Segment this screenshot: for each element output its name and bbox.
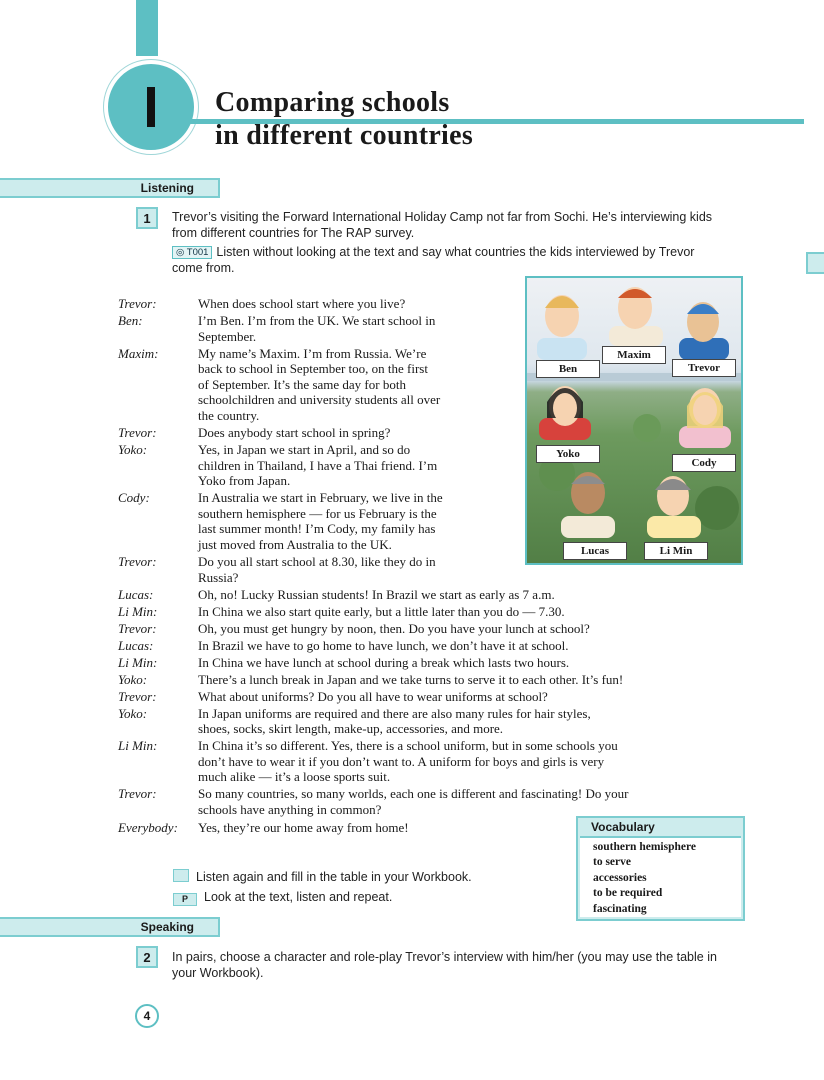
kid-trevor <box>679 302 729 360</box>
exercise-number-1: 1 <box>136 207 158 229</box>
dialogue-speaker: Trevor: <box>118 425 157 440</box>
dialogue-line: the country. <box>198 408 260 423</box>
dialogue-line: of September. It’s the same day for both <box>198 376 406 392</box>
characters-illustration <box>525 276 743 565</box>
kid-maxim <box>609 287 663 346</box>
vocabulary-list <box>580 836 741 917</box>
dialogue-line: Do you all start school at 8.30, like they do in <box>198 554 436 569</box>
dialogue-line: When does school start where you live? <box>198 296 406 311</box>
dialogue-speaker: Lucas: <box>118 586 154 602</box>
label-yoko: Yoko <box>536 445 600 463</box>
dialogue-speaker: Lucas: <box>118 637 154 653</box>
dialogue-speaker: Li Min: <box>118 654 158 670</box>
dialogue-speaker: Trevor: <box>118 786 157 802</box>
followup-repeat: P Look at the text, listen and repeat. <box>173 890 392 906</box>
dialogue-speaker: Li Min: <box>118 603 158 619</box>
dialogue-speaker: Trevor: <box>118 620 157 636</box>
edge-tab <box>806 252 824 274</box>
page-number: 4 <box>135 1004 159 1028</box>
dialogue-line: September. <box>198 328 257 344</box>
unit-numeral-glyph <box>147 87 155 127</box>
dialogue-line: children in Thailand, I have a Thai friend. I’m <box>198 457 438 473</box>
dialogue-line: last summer month! I’m Cody, my family has <box>198 521 436 537</box>
title-line-1: Comparing schools <box>215 87 450 118</box>
dialogue-line: schools have anything in common? <box>198 802 382 817</box>
section-tab-speaking <box>0 917 220 937</box>
vocabulary-title: Vocabulary <box>591 820 655 834</box>
unit-badge <box>104 60 198 154</box>
dialogue-line: shoes, socks, skirt length, make-up, accessories, and more. <box>198 721 504 737</box>
dialogue-line: Yes, in Japan we start in April, and so do <box>198 442 411 457</box>
label-trevor: Trevor <box>672 359 736 377</box>
dialogue-speaker: Yoko: <box>118 705 148 721</box>
dialogue-speaker: Trevor: <box>118 296 157 311</box>
dialogue-speaker: Trevor: <box>118 554 157 569</box>
dialogue-line: schoolchildren and university students all over <box>198 392 441 408</box>
label-lucas: Lucas <box>563 542 627 560</box>
dialogue-line: My name’s Maxim. I’m from Russia. We’re <box>198 345 427 361</box>
dialogue-line: In China we also start quite early, but a little later than you do — 7.30. <box>198 603 565 619</box>
section-tab-listening <box>0 178 220 198</box>
page-title <box>215 86 473 152</box>
vocabulary-item: to serve <box>593 856 631 869</box>
dialogue-speaker: Cody: <box>118 490 150 506</box>
exercise-1-intro: Trevor’s visiting the Forward International Holiday Camp not far from Sochi. He’s interviewing kids from different countries for The RAP survey. <box>172 210 713 240</box>
audio-track-badge[interactable]: ◎ T001 <box>172 246 212 259</box>
dialogue-speaker: Ben: <box>118 313 143 328</box>
exercise-1-task: ◎ T001 Listen without looking at the text and say what countries the kids interviewed by Trevor come from. <box>172 245 695 275</box>
workbook-icon <box>173 869 189 882</box>
dialogue-line: Russia? <box>198 569 239 585</box>
kid-li-min <box>647 476 701 538</box>
kid-ben <box>537 295 587 360</box>
exercise-number-2: 2 <box>136 946 158 968</box>
dialogue-line: I’m Ben. I’m from the UK. We start school in <box>198 313 436 328</box>
dialogue-speaker: Yoko: <box>118 442 148 457</box>
dialogue-line: much alike — it’s a loose sports suit. <box>198 769 391 785</box>
kid-cody <box>679 388 731 448</box>
dialogue-line: In China it’s so different. Yes, there is a school uniform, but in some schools you <box>198 738 618 754</box>
dialogue-line: southern hemisphere — for us February is the <box>198 505 437 521</box>
dialogue-line: There’s a lunch break in Japan and we take turns to serve it to each other. It’s fun! <box>198 671 624 687</box>
title-line-2: in different countries <box>215 120 474 151</box>
label-cody: Cody <box>672 454 736 472</box>
vocabulary-item: fascinating <box>593 902 647 915</box>
dialogue-line: So many countries, so many worlds, each one is different and fascinating! Do your <box>198 786 629 802</box>
dialogue-line: just moved from Australia to the UK. <box>198 537 392 552</box>
dialogue-line: Oh, no! Lucky Russian students! In Brazil we start as early as 7 a.m. <box>198 586 555 602</box>
vocabulary-item: accessories <box>593 871 647 884</box>
followup-workbook: Listen again and fill in the table in your Workbook. <box>173 869 472 886</box>
exercise-2-text: In pairs, choose a character and role-play Trevor’s interview with him/her (you may use the table in your Workbook). <box>172 950 717 980</box>
dialogue-line: Yes, they’re our home away from home! <box>198 820 409 835</box>
pronunciation-icon: P <box>173 893 197 906</box>
dialogue-line: In Brazil we have to go home to have lunch, we don’t have it at school. <box>198 637 569 653</box>
dialogue-speaker: Li Min: <box>118 738 158 754</box>
vocabulary-box <box>576 816 745 921</box>
dialogue-speaker: Everybody: <box>118 820 178 835</box>
vocabulary-item: to be required <box>593 887 663 900</box>
dialogue-line: don’t have to wear it if you don’t want to. A uniform for boys and girls is very <box>198 753 605 769</box>
dialogue-speaker: Trevor: <box>118 688 157 704</box>
dialogue-line: Oh, you must get hungry by noon, then. Do you have your lunch at school? <box>198 620 590 636</box>
dialogue-line: In Australia we start in February, we live in the <box>198 490 443 506</box>
dialogue-line: In China we have lunch at school during a break which lasts two hours. <box>198 654 570 670</box>
top-accent-bar <box>136 0 158 56</box>
label-ben: Ben <box>536 360 600 378</box>
label-li-min: Li Min <box>644 542 708 560</box>
section-label: Listening <box>140 181 194 195</box>
dialogue-line: Yoko from Japan. <box>198 473 291 489</box>
dialogue-line: What about uniforms? Do you all have to wear uniforms at school? <box>198 688 548 704</box>
scene-drawing <box>527 278 741 563</box>
dialogue-line: back to school in September too, on the first <box>198 361 428 377</box>
label-maxim: Maxim <box>602 346 666 364</box>
dialogue-line: Does anybody start school in spring? <box>198 425 391 440</box>
section-label: Speaking <box>140 920 194 934</box>
kid-yoko <box>539 386 591 440</box>
dialogue-speaker: Maxim: <box>118 345 159 361</box>
dialogue-speaker: Yoko: <box>118 671 148 687</box>
vocabulary-item: southern hemisphere <box>593 841 696 853</box>
dialogue-line: In Japan uniforms are required and there are also many rules for hair styles, <box>198 705 591 721</box>
